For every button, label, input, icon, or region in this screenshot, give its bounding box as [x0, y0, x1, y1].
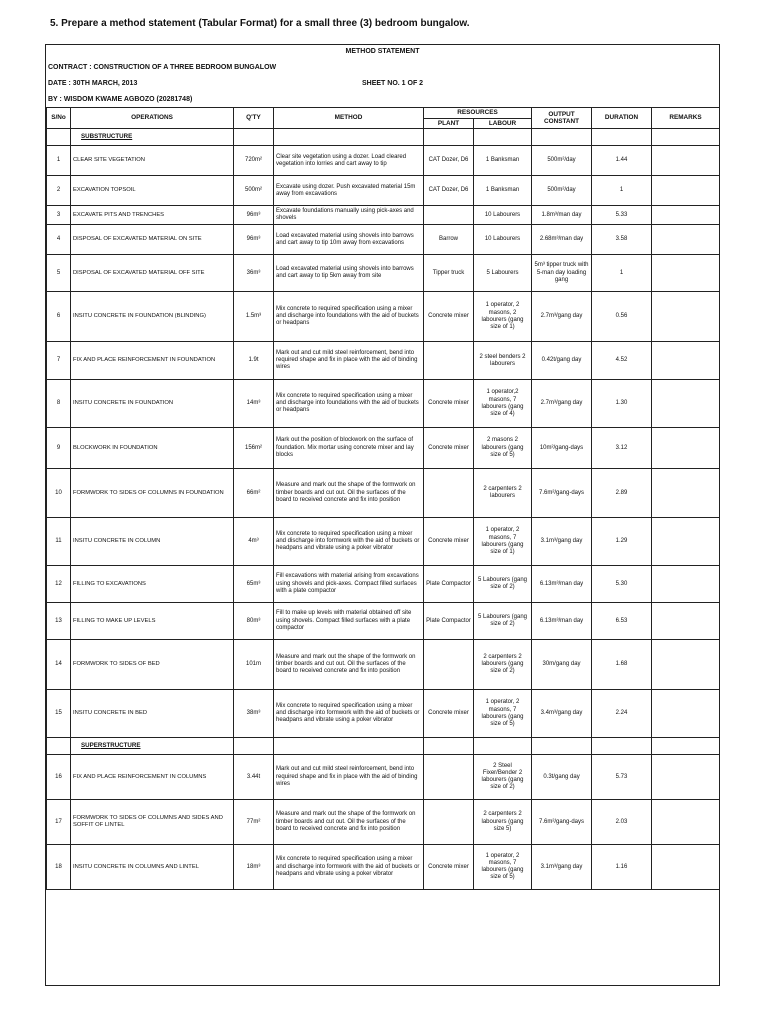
row-plant: Concrete mixer [424, 292, 474, 342]
row-operation: FIX AND PLACE REINFORCEMENT IN FOUNDATION [71, 342, 234, 380]
row-method: Load excavated material using shovels into barrows and cart away to tip 5km away from site [274, 255, 424, 292]
table-row [47, 518, 720, 566]
row-method: Mark out the position of blockwork on the surface of foundation. Mix mortar using concrete mixer and lay blocks [274, 428, 424, 469]
row-number: 11 [47, 518, 71, 566]
row-method: Mix concrete to required specification using a mixer and discharge into formwork with the aid of buckets or headpans and vibrate using a poker vibrator [274, 845, 424, 890]
row-method: Fill excavations with material arising from excavations using shovels and pick-axes. Compact filled surfaces with a plate compactor [274, 566, 424, 603]
row-quantity: 156m² [234, 428, 274, 469]
row-method: Mix concrete to required specification using a mixer and discharge into foundations with the aid of buckets or headpans [274, 292, 424, 342]
row-method: Measure and mark out the shape of the formwork on timber boards and cut out. Oil the surfaces of the board to received concrete and fix into position [274, 800, 424, 845]
row-duration: 1 [592, 176, 652, 206]
date-line: DATE : 30TH MARCH, 2013 [48, 80, 138, 87]
row-output: 6.13m³/man day [532, 566, 592, 603]
row-quantity: 1.9t [234, 342, 274, 380]
header-row-1 [47, 108, 720, 119]
row-operation: DISPOSAL OF EXCAVATED MATERIAL OFF SITE [71, 255, 234, 292]
row-quantity: 720m² [234, 146, 274, 176]
row-plant: CAT Dozer, D6 [424, 176, 474, 206]
row-labour: 10 Labourers [474, 225, 532, 255]
section-empty-cell [532, 129, 592, 146]
row-method: Measure and mark out the shape of the formwork on timber boards and cut out. Oil the surfaces of the board to received concrete and fix into position [274, 640, 424, 690]
row-number: 7 [47, 342, 71, 380]
row-output: 7.6m²/gang-days [532, 800, 592, 845]
section-label-substructure: SUBSTRUCTURE [71, 129, 234, 146]
header-remarks: REMARKS [652, 108, 720, 129]
row-output: 7.6m²/gang-days [532, 469, 592, 518]
row-operation: DISPOSAL OF EXCAVATED MATERIAL ON SITE [71, 225, 234, 255]
row-operation: FORMWORK TO SIDES OF COLUMNS AND SIDES AND SOFFIT OF LINTEL [71, 800, 234, 845]
row-method: Mix concrete to required specification using a mixer and discharge into formwork with the aid of buckets or headpans and vibrate using a poker vibrator [274, 518, 424, 566]
row-remarks [652, 518, 720, 566]
row-labour: 1 operator, 2 masons, 2 labourers (gang size of 1) [474, 292, 532, 342]
section-empty-cell [424, 129, 474, 146]
row-remarks [652, 146, 720, 176]
section-label-superstructure: SUPERSTRUCTURE [71, 738, 234, 755]
row-remarks [652, 690, 720, 738]
row-number: 3 [47, 206, 71, 225]
table-row [47, 342, 720, 380]
table-row [47, 292, 720, 342]
row-plant: Plate Compactor [424, 603, 474, 640]
contract-line: CONTRACT : CONSTRUCTION OF A THREE BEDROOM BUNGALOW [48, 64, 277, 71]
table-row [47, 380, 720, 428]
row-method: Mark out and cut mild steel reinforcement, bend into required shape and fix in place with the aid of binding wires [274, 755, 424, 800]
row-method: Fill to make up levels with material obtained off site using shovels. Compact filled surfaces with a plate compactor [274, 603, 424, 640]
section-empty-cell [474, 129, 532, 146]
row-number: 8 [47, 380, 71, 428]
row-output: 1.8m³/man day [532, 206, 592, 225]
row-number: 2 [47, 176, 71, 206]
row-output: 10m²/gang-days [532, 428, 592, 469]
row-duration: 5.73 [592, 755, 652, 800]
row-plant [424, 342, 474, 380]
row-quantity: 4m³ [234, 518, 274, 566]
row-quantity: 66m² [234, 469, 274, 518]
row-labour: 5 Labourers [474, 255, 532, 292]
header-sno: S/No [47, 108, 71, 129]
row-output: 0.42t/gang day [532, 342, 592, 380]
header-labour: LABOUR [474, 118, 532, 129]
row-number: 4 [47, 225, 71, 255]
row-method: Load excavated material using shovels into barrows and cart away to tip 10m away from excavations [274, 225, 424, 255]
section-row-superstructure [47, 738, 720, 755]
row-plant: Concrete mixer [424, 690, 474, 738]
section-empty-cell [592, 129, 652, 146]
row-method: Clear site vegetation using a dozer. Load cleared vegetation into lorries and cart away to tip [274, 146, 424, 176]
row-method: Mix concrete to required specification using a mixer and discharge into foundations with the aid of buckets or headpans [274, 380, 424, 428]
table-row [47, 640, 720, 690]
row-output: 2.7m³/gang day [532, 292, 592, 342]
row-operation: INSITU CONCRETE IN FOUNDATION [71, 380, 234, 428]
row-duration: 1 [592, 255, 652, 292]
sheet-title: METHOD STATEMENT [345, 48, 420, 55]
header-duration: DURATION [592, 108, 652, 129]
row-plant: Barrow [424, 225, 474, 255]
row-duration: 3.58 [592, 225, 652, 255]
section-empty-cell [652, 129, 720, 146]
row-quantity: 38m³ [234, 690, 274, 738]
section-empty-cell [474, 738, 532, 755]
section-empty-cell [47, 129, 71, 146]
row-duration: 1.29 [592, 518, 652, 566]
section-empty-cell [274, 129, 424, 146]
row-duration: 5.30 [592, 566, 652, 603]
row-labour: 2 carpenters 2 labourers (gang size 5) [474, 800, 532, 845]
row-labour: 10 Labourers [474, 206, 532, 225]
row-number: 1 [47, 146, 71, 176]
row-remarks [652, 206, 720, 225]
row-operation: FORMWORK TO SIDES OF BED [71, 640, 234, 690]
row-number: 6 [47, 292, 71, 342]
row-quantity: 77m² [234, 800, 274, 845]
row-plant: Concrete mixer [424, 518, 474, 566]
table-row [47, 690, 720, 738]
row-method: Mix concrete to required specification using a mixer and discharge into formwork with the aid of buckets or headpans and vibrate using a poker vibrator [274, 690, 424, 738]
row-labour: 1 Banksman [474, 146, 532, 176]
row-operation: EXCAVATE PITS AND TRENCHES [71, 206, 234, 225]
row-operation: FILLING TO MAKE UP LEVELS [71, 603, 234, 640]
table-row [47, 225, 720, 255]
header-method: METHOD [274, 108, 424, 129]
row-quantity: 18m³ [234, 845, 274, 890]
row-labour: 2 steel benders 2 labourers [474, 342, 532, 380]
row-remarks [652, 800, 720, 845]
table-row [47, 255, 720, 292]
method-statement-table [46, 107, 720, 890]
row-duration: 3.12 [592, 428, 652, 469]
header-operations: OPERATIONS [71, 108, 234, 129]
row-number: 13 [47, 603, 71, 640]
row-plant: CAT Dozer, D6 [424, 146, 474, 176]
row-quantity: 96m³ [234, 206, 274, 225]
row-operation: BLOCKWORK IN FOUNDATION [71, 428, 234, 469]
row-method: Excavate foundations manually using pick-axes and shovels [274, 206, 424, 225]
row-quantity: 1.5m³ [234, 292, 274, 342]
row-duration: 2.89 [592, 469, 652, 518]
author-line: BY : WISDOM KWAME AGBOZO (20281748) [48, 96, 193, 103]
section-row-substructure [47, 129, 720, 146]
row-duration: 2.03 [592, 800, 652, 845]
row-operation: INSITU CONCRETE IN COLUMN [71, 518, 234, 566]
row-plant: Concrete mixer [424, 845, 474, 890]
row-quantity: 96m³ [234, 225, 274, 255]
sheet-number: SHEET NO. 1 OF 2 [362, 80, 424, 87]
row-duration: 5.33 [592, 206, 652, 225]
row-number: 10 [47, 469, 71, 518]
row-duration: 1.68 [592, 640, 652, 690]
row-duration: 2.24 [592, 690, 652, 738]
row-output: 500m²/day [532, 176, 592, 206]
row-labour: 2 masons 2 labourers (gang size of 5) [474, 428, 532, 469]
row-plant [424, 206, 474, 225]
row-remarks [652, 380, 720, 428]
row-output: 0.3t/gang day [532, 755, 592, 800]
row-operation: CLEAR SITE VEGETATION [71, 146, 234, 176]
row-output: 6.13m³/man day [532, 603, 592, 640]
table-row [47, 566, 720, 603]
table-row [47, 428, 720, 469]
row-remarks [652, 255, 720, 292]
row-output: 2.7m³/gang day [532, 380, 592, 428]
row-duration: 0.56 [592, 292, 652, 342]
section-empty-cell [652, 738, 720, 755]
row-output: 3.4m³/gang day [532, 690, 592, 738]
row-remarks [652, 292, 720, 342]
header-output: OUTPUT CONSTANT [532, 108, 592, 129]
row-number: 18 [47, 845, 71, 890]
row-labour: 1 operator, 2 masons, 7 labourers (gang size of 5) [474, 845, 532, 890]
row-labour: 1 Banksman [474, 176, 532, 206]
method-statement-sheet [45, 44, 720, 986]
section-empty-cell [47, 738, 71, 755]
row-operation: INSITU CONCRETE IN FOUNDATION (BLINDING) [71, 292, 234, 342]
table-row [47, 755, 720, 800]
row-operation: FIX AND PLACE REINFORCEMENT IN COLUMNS [71, 755, 234, 800]
row-output: 3.1m³/gang day [532, 518, 592, 566]
row-remarks [652, 603, 720, 640]
section-empty-cell [532, 738, 592, 755]
header-plant: PLANT [424, 118, 474, 129]
row-plant: Plate Compactor [424, 566, 474, 603]
row-number: 16 [47, 755, 71, 800]
row-plant [424, 800, 474, 845]
question-heading: 5. Prepare a method statement (Tabular Format) for a small three (3) bedroom bungalow. [50, 18, 470, 29]
table-row [47, 206, 720, 225]
row-remarks [652, 640, 720, 690]
row-remarks [652, 428, 720, 469]
row-plant [424, 469, 474, 518]
row-operation: INSITU CONCRETE IN BED [71, 690, 234, 738]
row-operation: FILLING TO EXCAVATIONS [71, 566, 234, 603]
row-remarks [652, 225, 720, 255]
table-row [47, 176, 720, 206]
row-quantity: 36m³ [234, 255, 274, 292]
row-remarks [652, 342, 720, 380]
row-remarks [652, 176, 720, 206]
row-number: 15 [47, 690, 71, 738]
row-duration: 6.53 [592, 603, 652, 640]
section-empty-cell [234, 738, 274, 755]
row-labour: 5 Labourers (gang size of 2) [474, 603, 532, 640]
row-number: 9 [47, 428, 71, 469]
row-output: 30m/gang day [532, 640, 592, 690]
row-remarks [652, 755, 720, 800]
table-row [47, 469, 720, 518]
row-remarks [652, 566, 720, 603]
row-plant [424, 755, 474, 800]
row-labour: 2 carpenters 2 labourers [474, 469, 532, 518]
row-quantity: 3.44t [234, 755, 274, 800]
row-number: 5 [47, 255, 71, 292]
row-quantity: 500m² [234, 176, 274, 206]
row-plant: Concrete mixer [424, 380, 474, 428]
row-labour: 2 carpenters 2 labourers (gang size of 2) [474, 640, 532, 690]
row-operation: EXCAVATION TOPSOIL [71, 176, 234, 206]
section-empty-cell [592, 738, 652, 755]
table-row [47, 845, 720, 890]
row-labour: 2 Steel Fixer/Bender 2 labourers (gang size of 2) [474, 755, 532, 800]
row-method: Mark out and cut mild steel reinforcement, bend into required shape and fix in place with the aid of binding wires [274, 342, 424, 380]
section-empty-cell [274, 738, 424, 755]
section-empty-cell [424, 738, 474, 755]
row-duration: 1.16 [592, 845, 652, 890]
row-method: Measure and mark out the shape of the formwork on timber boards and cut out. Oil the surfaces of the board to received concrete and fix into position [274, 469, 424, 518]
row-operation: INSITU CONCRETE IN COLUMNS AND LINTEL [71, 845, 234, 890]
row-labour: 5 Labourers (gang size of 2) [474, 566, 532, 603]
table-body [47, 129, 720, 890]
section-empty-cell [234, 129, 274, 146]
row-labour: 1 operator,2 masons, 7 labourers (gang size of 4) [474, 380, 532, 428]
row-quantity: 101m [234, 640, 274, 690]
row-duration: 4.52 [592, 342, 652, 380]
row-output: 500m²/day [532, 146, 592, 176]
row-method: Excavate using dozer. Push excavated material 15m away from excavations [274, 176, 424, 206]
row-number: 12 [47, 566, 71, 603]
table-row [47, 800, 720, 845]
row-quantity: 80m³ [234, 603, 274, 640]
row-plant [424, 640, 474, 690]
row-output: 5m³ tipper truck with 5-man day loading gang [532, 255, 592, 292]
row-labour: 1 operator, 2 masons, 7 labourers (gang size of 5) [474, 690, 532, 738]
row-remarks [652, 845, 720, 890]
row-output: 2.68m³/man day [532, 225, 592, 255]
row-number: 14 [47, 640, 71, 690]
row-output: 3.1m³/gang day [532, 845, 592, 890]
table-row [47, 146, 720, 176]
header-qty: Q'TY [234, 108, 274, 129]
row-labour: 1 operator, 2 masons, 7 labourers (gang size of 1) [474, 518, 532, 566]
row-quantity: 65m³ [234, 566, 274, 603]
row-plant: Concrete mixer [424, 428, 474, 469]
row-operation: FORMWORK TO SIDES OF COLUMNS IN FOUNDATION [71, 469, 234, 518]
row-duration: 1.44 [592, 146, 652, 176]
row-quantity: 14m³ [234, 380, 274, 428]
row-plant: Tipper truck [424, 255, 474, 292]
table-row [47, 603, 720, 640]
row-duration: 1.30 [592, 380, 652, 428]
header-resources: RESOURCES [424, 108, 532, 119]
row-remarks [652, 469, 720, 518]
row-number: 17 [47, 800, 71, 845]
